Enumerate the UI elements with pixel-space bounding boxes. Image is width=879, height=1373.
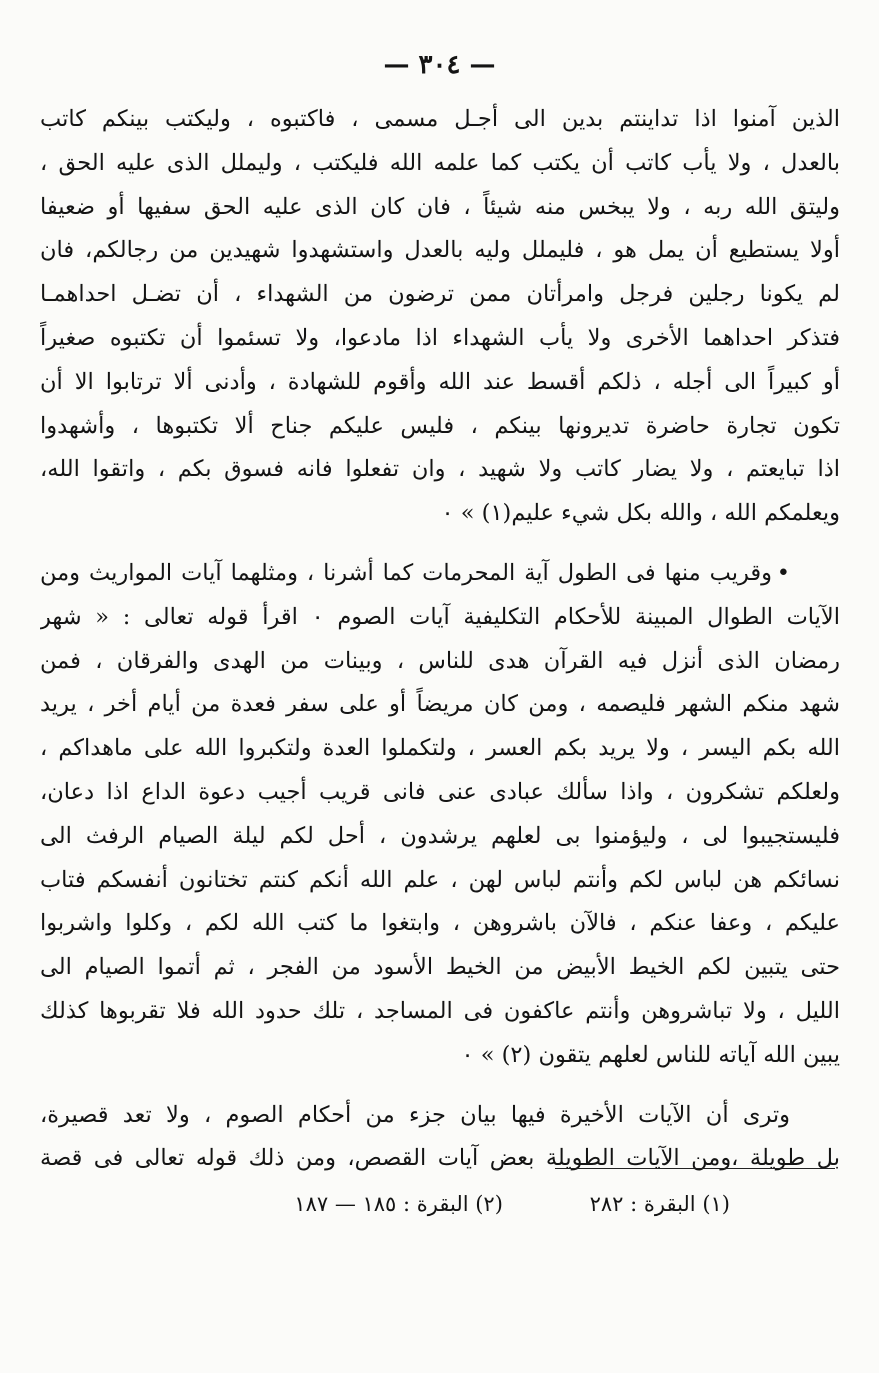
text-line: شهد منكم الشهر فليصمه ، ومن كان مريضاً أو على سفر فعدة من أيام أخر ، يريد (40, 691, 840, 718)
text-line: فليستجيبوا لى ، وليؤمنوا بى لعلهم يرشدون ، أحل لكم ليلة الصيام الرفث الى (40, 822, 840, 849)
text-line: حتى يتبين لكم الخيط الأبيض من الخيط الأسود من الفجر ، ثم أتموا الصيام الى (40, 954, 840, 981)
text-line: ولعلكم تشكرون ، واذا سألك عبادى عنى فانى قريب أجيب دعوة الداع اذا دعان، (40, 778, 840, 805)
text-line: اذا تبايعتم ، ولا يضار كاتب ولا شهيد ، وان تفعلوا فانه فسوق بكم ، واتقوا الله، (40, 456, 840, 483)
text-line: ويعلمكم الله ، والله بكل شيء عليم(١) » ٠ (441, 500, 840, 527)
text-line: الليل ، ولا تباشروهن وأنتم عاكفون فى المساجد ، تلك حدود الله فلا تقربوها كذلك (40, 997, 840, 1024)
text-line: الذين آمنوا اذا تداينتم بدين الى أجـل مسمى ، فاكتبوه ، وليكتب بينكم كاتب (40, 106, 840, 132)
body-text (40, 98, 840, 1181)
footnote-divider (555, 1168, 835, 1169)
text-line: بل طويلة ،ومن الآيات الطويلة بعض آيات القصص، ومن ذلك قوله تعالى فى قصة (40, 1145, 840, 1172)
text-line: بالعدل ، ولا يأب كاتب أن يكتب كما علمه الله فليكتب ، وليملل الذى عليه الحق ، (40, 149, 840, 176)
text-line: أولا يستطيع أن يمل هو ، فليملل وليه بالعدل واستشهدوا شهيدين من رجالكم، فان (40, 237, 840, 264)
text-line: يبين الله آياته للناس لعلهم يتقون (٢) » ٠ (461, 1041, 840, 1068)
text-line: نسائكم هن لباس لكم وأنتم لباس لهن ، علم الله أنكم كنتم تختانون أنفسكم فتاب (40, 866, 840, 893)
paragraph-2 (40, 552, 840, 1078)
footnote-2: (٢) البقرة : ١٨٥ — ١٨٧ (294, 1192, 503, 1216)
text-line: وليتق الله ربه ، ولا يبخس منه شيئاً ، فان كان الذى عليه الحق سفيها أو ضعيفا (40, 193, 840, 220)
text-line: الآيات الطوال المبينة للأحكام التكليفية آيات الصوم ٠ اقرأ قوله تعالى : « شهر (40, 603, 840, 630)
footnote-1: (١) البقرة : ٢٨٢ (589, 1192, 730, 1216)
text-line-content: وقريب منها فى الطول آية المحرمات كما أشرنا ، ومثلهما آيات المواريث ومن (40, 559, 772, 586)
text-line: رمضان الذى أنزل فيه القرآن هدى للناس ، وبينات من الهدى والفرقان ، فمن (40, 647, 840, 674)
bullet-icon: • (776, 559, 790, 586)
paragraph-1 (40, 98, 840, 536)
text-line: تكون تجارة حاضرة تديرونها بينكم ، فليس عليكم جناح ألا تكتبوها ، وأشهدوا (40, 412, 840, 439)
text-line: عليكم ، وعفا عنكم ، فالآن باشروهن ، وابتغوا ما كتب الله لكم ، وكلوا واشربوا (40, 910, 840, 937)
text-line: فتذكر احداهما الأخرى ولا يأب الشهداء اذا مادعوا، ولا تسئموا أن تكتبوه صغيراً (40, 324, 840, 351)
text-line: لم يكونا رجلين فرجل وامرأتان ممن ترضون من الشهداء ، أن تضـل احداهمـا (40, 281, 840, 308)
text-line: الله بكم اليسر ، ولا يريد بكم العسر ، ولتكملوا العدة ولتكبروا الله على ماهداكم ، (40, 735, 840, 762)
text-line: وترى أن الآيات الأخيرة فيها بيان جزء من أحكام الصوم ، ولا تعد قصيرة، (40, 1101, 790, 1128)
text-line (40, 552, 840, 596)
footnotes (230, 1192, 730, 1216)
page-number: — ٣٠٤ — (383, 50, 496, 80)
text-line: أو كبيراً الى أجله ، ذلكم أقسط عند الله وأقوم للشهادة ، وأدنى ألا ترتابوا الا أن (40, 368, 840, 395)
